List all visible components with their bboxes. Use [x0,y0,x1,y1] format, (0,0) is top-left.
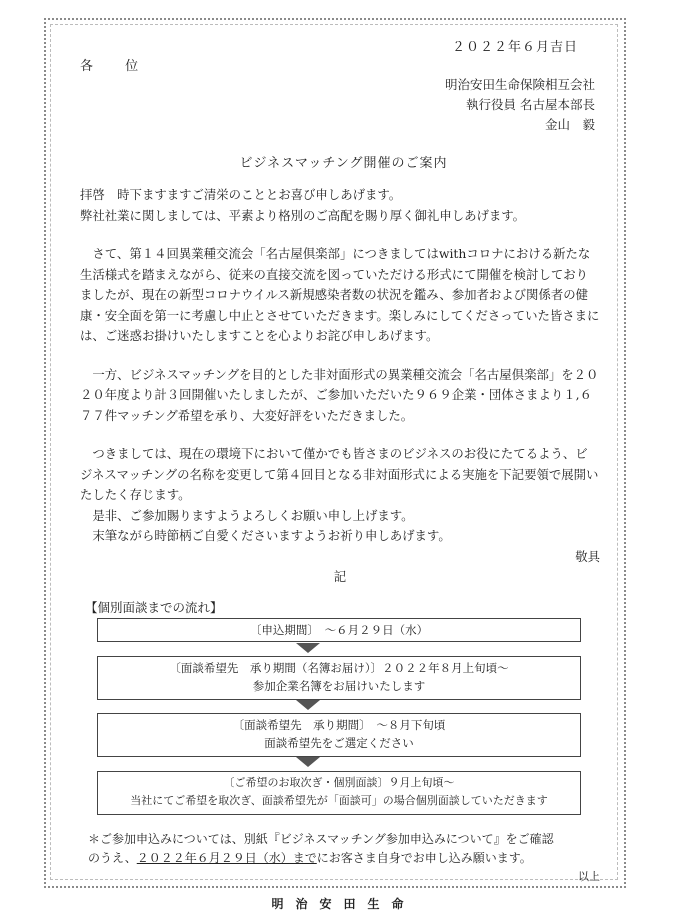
flow-step [97,713,581,757]
sender-block [445,75,595,135]
flow-heading: 【個別面談までの流れ】 [85,600,223,615]
flow-step [97,771,581,815]
ki-heading: 記 [333,569,347,584]
footnote-line: のうえ、２０２２年６月２９日（水）までにお客さま自身でお申し込み願います。 [88,851,532,865]
deadline-date: ２０２２年６月２９日（水）まで [136,851,317,865]
ijo-mark: 以上 [578,870,600,883]
flow-step-line: 〔ご希望のお取次ぎ・個別面談〕９月上旬頃～ [223,776,455,789]
down-arrow-icon [296,757,320,767]
paragraph-new-event: つきましては、現在の環境下において僅かでも皆さまのビジネスのお役にたてるよう、ビジネスマッチングの名称を変更して第４回目となる非対面形式による実施を下記要領で展開いたしたく存じます。 [80,446,599,502]
flow-step [97,618,581,642]
closing-line: 末筆ながら時節柄ご自愛くださいますようお祈り申しあげます。 [92,528,451,543]
footnote [88,830,554,868]
flow-step-detail: 当社にてご希望を取次ぎ、面談希望先が「面談可」の場合個別面談していただきます [130,794,548,807]
flow-step-detail: 面談希望先をご選定ください [264,736,414,750]
letter-date: ２０２２年６月吉日 [452,40,579,55]
flow-step [97,656,581,700]
flow-step-detail: 参加企業名簿をお届けいたします [252,679,426,693]
greeting-line: 弊社社業に関しましては、平素より格別のご高配を賜り厚く御礼申しあげます。 [80,207,526,223]
document-title: ビジネスマッチング開催のご案内 [239,156,448,171]
sender-name: 金山 毅 [544,117,595,132]
flow-step-line: 〔面談希望先 承り期間（名簿お届け）〕２０２２年８月上旬頃～ [169,661,509,675]
paragraph-cancellation: さて、第１４回異業種交流会「名古屋倶楽部」につきましてはwithコロナにおける新たな生活様式を踏まえながら、従来の直接交流を図っていただける形式にて開催を検討しておりましたが、現在の新型コロナウイルス新規感染者数の状況を鑑み、参加者および関係者の健康・安全面を第一に考慮し中止とさせていただきます。楽しみにしてくださっていた皆さまには、ご迷惑お掛けいたしますことを心よりお詫び申しあげます。 [80,246,600,343]
company-name-footer: 明治安田生命 [271,897,416,911]
paragraph-past-events: 一方、ビジネスマッチングを目的とした非対面形式の異業種交流会「名古屋倶楽部」を２０２０年度より計３回開催いたしましたが、ご参加いただいた９６９企業・団体さまより１,６７７件マッチング希望を承り、大変好評をいただきました。 [80,366,599,423]
keigu: 敬具 [575,548,600,564]
sender-company: 明治安田生命保険相互会社 [444,77,595,92]
flow-step-line: 〔面談希望先 承り期間〕 ～８月下旬頃 [232,718,446,732]
footnote-line: ＊ご参加申込みについては、別紙『ビジネスマッチング参加申込みについて』をご確認 [88,832,554,846]
flow-step-line: 〔申込期間〕 ～６月２９日（水） [249,623,429,637]
closing-line: 是非、ご参加賜りますようよろしくお願い申し上げます。 [92,507,414,523]
down-arrow-icon [296,643,320,653]
down-arrow-icon [296,700,320,710]
letter-body [80,185,600,588]
sender-title: 執行役員 名古屋本部長 [466,97,595,112]
greeting-line: 拝啓 時下ますますご清栄のこととお喜び申しあげます。 [80,187,402,202]
addressee: 各 位 [80,59,153,74]
